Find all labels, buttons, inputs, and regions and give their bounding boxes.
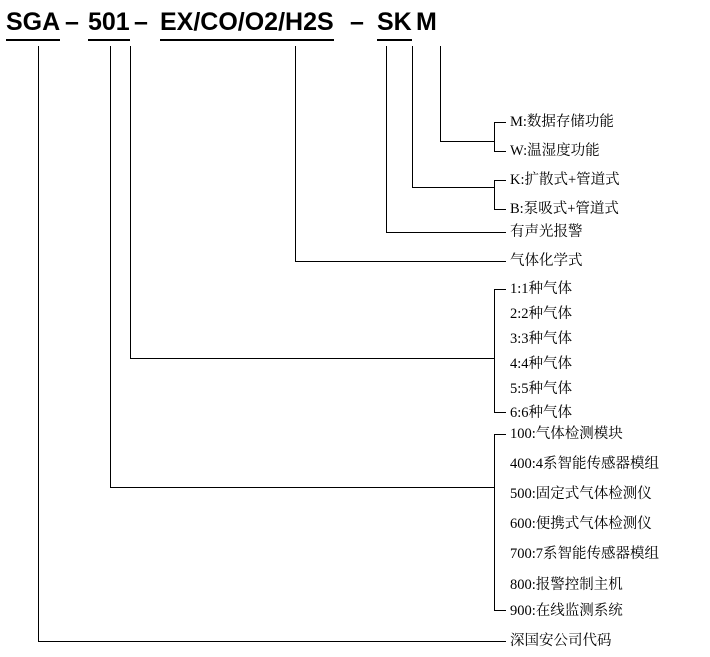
code-segment-prefix: SGA	[6, 6, 60, 41]
bracket-storage-tick-bottom	[494, 151, 506, 152]
bracket-gas-count	[494, 289, 495, 413]
label-gas-count-2: 2:2种气体	[510, 306, 573, 322]
bracket-gas-count-tick-top	[494, 289, 506, 290]
label-sampling-b: B:泵吸式+管道式	[510, 201, 619, 217]
label-series-100: 100:气体检测模块	[510, 426, 623, 442]
connector-company	[38, 641, 506, 642]
label-gas-count-4: 4:4种气体	[510, 356, 573, 372]
label-gas-chemistry: 气体化学式	[510, 253, 583, 269]
code-dash-1: –	[65, 8, 79, 36]
connector-gas-count	[130, 358, 494, 359]
label-alarm: 有声光报警	[510, 224, 583, 240]
label-company: 深国安公司代码	[510, 633, 612, 649]
leader-company	[38, 46, 39, 641]
bracket-series-tick-bottom	[494, 610, 506, 611]
code-segment-gases: EX/CO/O2/H2S	[160, 6, 334, 41]
connector-sampling	[412, 187, 494, 188]
label-series-900: 900:在线监测系统	[510, 603, 623, 619]
label-gas-count-1: 1:1种气体	[510, 281, 573, 297]
bracket-sampling-tick-bottom	[494, 209, 506, 210]
leader-storage	[440, 46, 441, 142]
label-sampling-k: K:扩散式+管道式	[510, 172, 620, 188]
label-gas-count-5: 5:5种气体	[510, 381, 573, 397]
bracket-storage	[494, 122, 495, 152]
code-segment-storage: M	[416, 8, 437, 36]
code-dash-2: –	[134, 8, 148, 36]
bracket-series-tick-top	[494, 434, 506, 435]
bracket-series	[494, 434, 495, 611]
code-dash-3: –	[350, 8, 364, 36]
leader-sampling	[412, 46, 413, 187]
bracket-gas-count-tick-bottom	[494, 412, 506, 413]
leader-alarm	[386, 46, 387, 232]
connector-gas-chemistry	[295, 261, 506, 262]
label-storage-m: M:数据存储功能	[510, 114, 614, 130]
label-series-500: 500:固定式气体检测仪	[510, 486, 652, 502]
code-string	[0, 6, 710, 48]
code-segment-sampling: SK	[377, 6, 412, 41]
label-gas-count-3: 3:3种气体	[510, 331, 573, 347]
leader-gas-count	[130, 46, 131, 358]
bracket-storage-tick-top	[494, 122, 506, 123]
leader-series	[110, 46, 111, 487]
connector-storage	[440, 141, 494, 142]
label-gas-count-6: 6:6种气体	[510, 405, 573, 421]
connector-series	[110, 487, 494, 488]
label-series-600: 600:便携式气体检测仪	[510, 516, 652, 532]
connector-alarm	[386, 232, 506, 233]
label-storage-w: W:温湿度功能	[510, 143, 600, 159]
label-series-400: 400:4系智能传感器模组	[510, 456, 660, 472]
bracket-sampling	[494, 180, 495, 210]
code-segment-series: 501	[88, 6, 130, 41]
label-series-800: 800:报警控制主机	[510, 577, 623, 593]
label-series-700: 700:7系智能传感器模组	[510, 546, 660, 562]
leader-gas-chemistry	[295, 46, 296, 261]
bracket-sampling-tick-top	[494, 180, 506, 181]
